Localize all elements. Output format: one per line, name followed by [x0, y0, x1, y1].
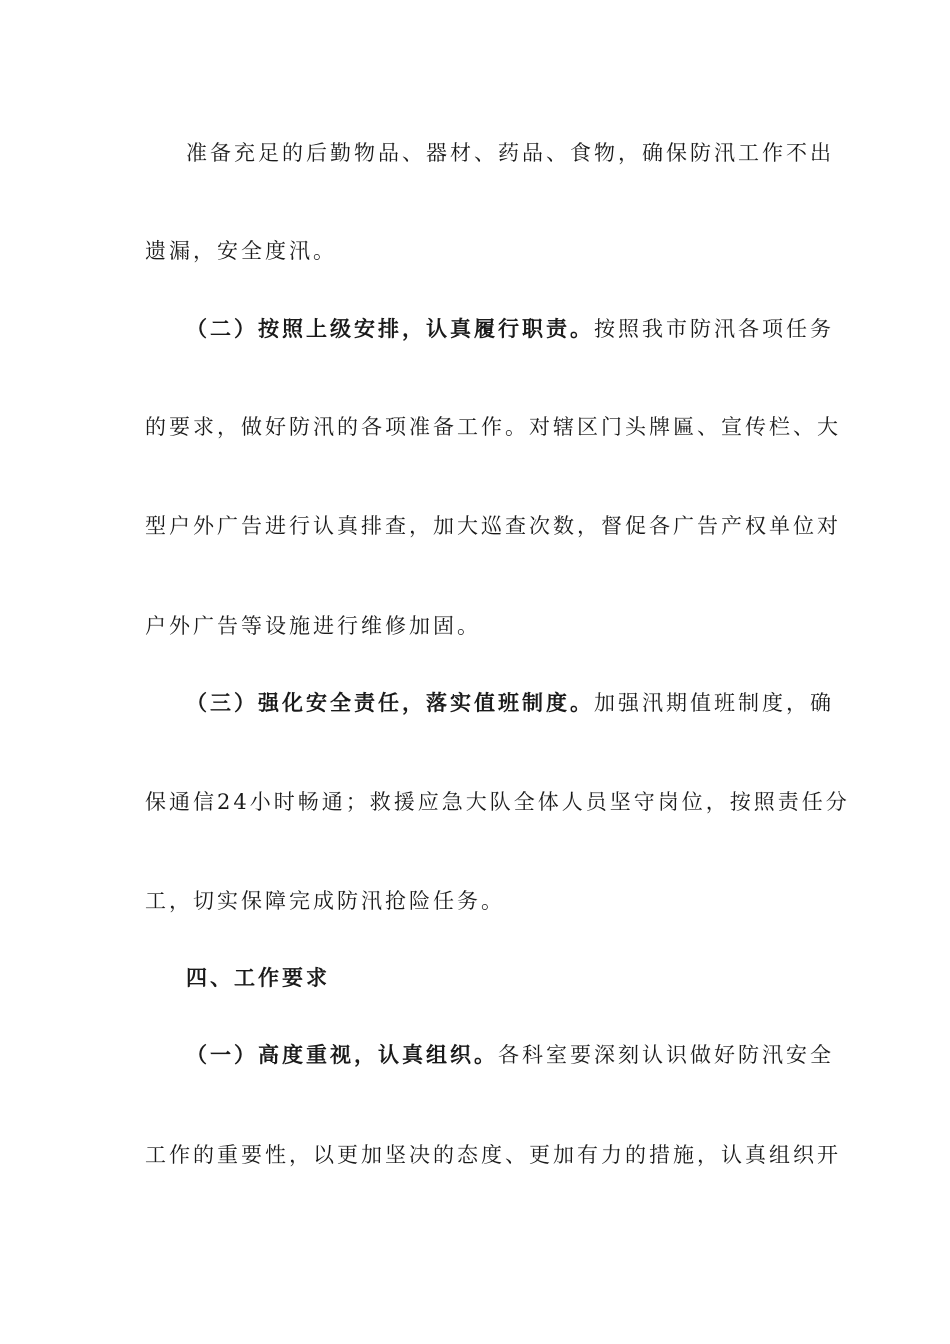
- section-3-paragraph: [186, 688, 846, 718]
- line-text: 加强汛期值班制度，确: [594, 691, 834, 715]
- line-text: 遗漏，安全度汛。: [145, 239, 337, 263]
- section-3-heading: （三）强化安全责任，落实值班制度。: [186, 690, 594, 715]
- paragraph-line: [145, 1140, 841, 1170]
- line-text: 各科室要深刻认识做好防汛安全: [498, 1043, 834, 1067]
- chapter-heading: [186, 963, 846, 993]
- section-1-heading: （一）高度重视，认真组织。: [186, 1042, 498, 1067]
- line-text: 工，切实保障完成防汛抢险任务。: [145, 889, 505, 913]
- line-text: 准备充足的后勤物品、器材、药品、食物，确保防汛工作不出: [186, 141, 834, 165]
- line-text: 户外广告等设施进行维修加固。: [145, 614, 481, 638]
- line-text: 的要求，做好防汛的各项准备工作。对辖区门头牌匾、宣传栏、大: [145, 415, 841, 439]
- paragraph-line: [145, 886, 805, 916]
- line-text: 按照我市防汛各项任务: [594, 317, 834, 341]
- section-2-paragraph: [186, 314, 846, 344]
- section-1-paragraph: [186, 1040, 846, 1070]
- line-text: 保通信24小时畅通；救援应急大队全体人员坚守岗位，按照责任分: [145, 790, 850, 814]
- paragraph-line: [145, 511, 841, 541]
- paragraph-line: [145, 611, 805, 641]
- section-2-heading: （二）按照上级安排，认真履行职责。: [186, 316, 594, 341]
- line-text: 型户外广告进行认真排查，加大巡查次数，督促各广告产权单位对: [145, 514, 841, 538]
- paragraph-line: [145, 412, 841, 442]
- paragraph-line: [145, 236, 805, 266]
- paragraph-line: [145, 787, 850, 817]
- chapter-heading-text: 四、工作要求: [186, 965, 330, 990]
- paragraph-line: [186, 138, 846, 168]
- line-text: 工作的重要性，以更加坚决的态度、更加有力的措施，认真组织开: [145, 1143, 841, 1167]
